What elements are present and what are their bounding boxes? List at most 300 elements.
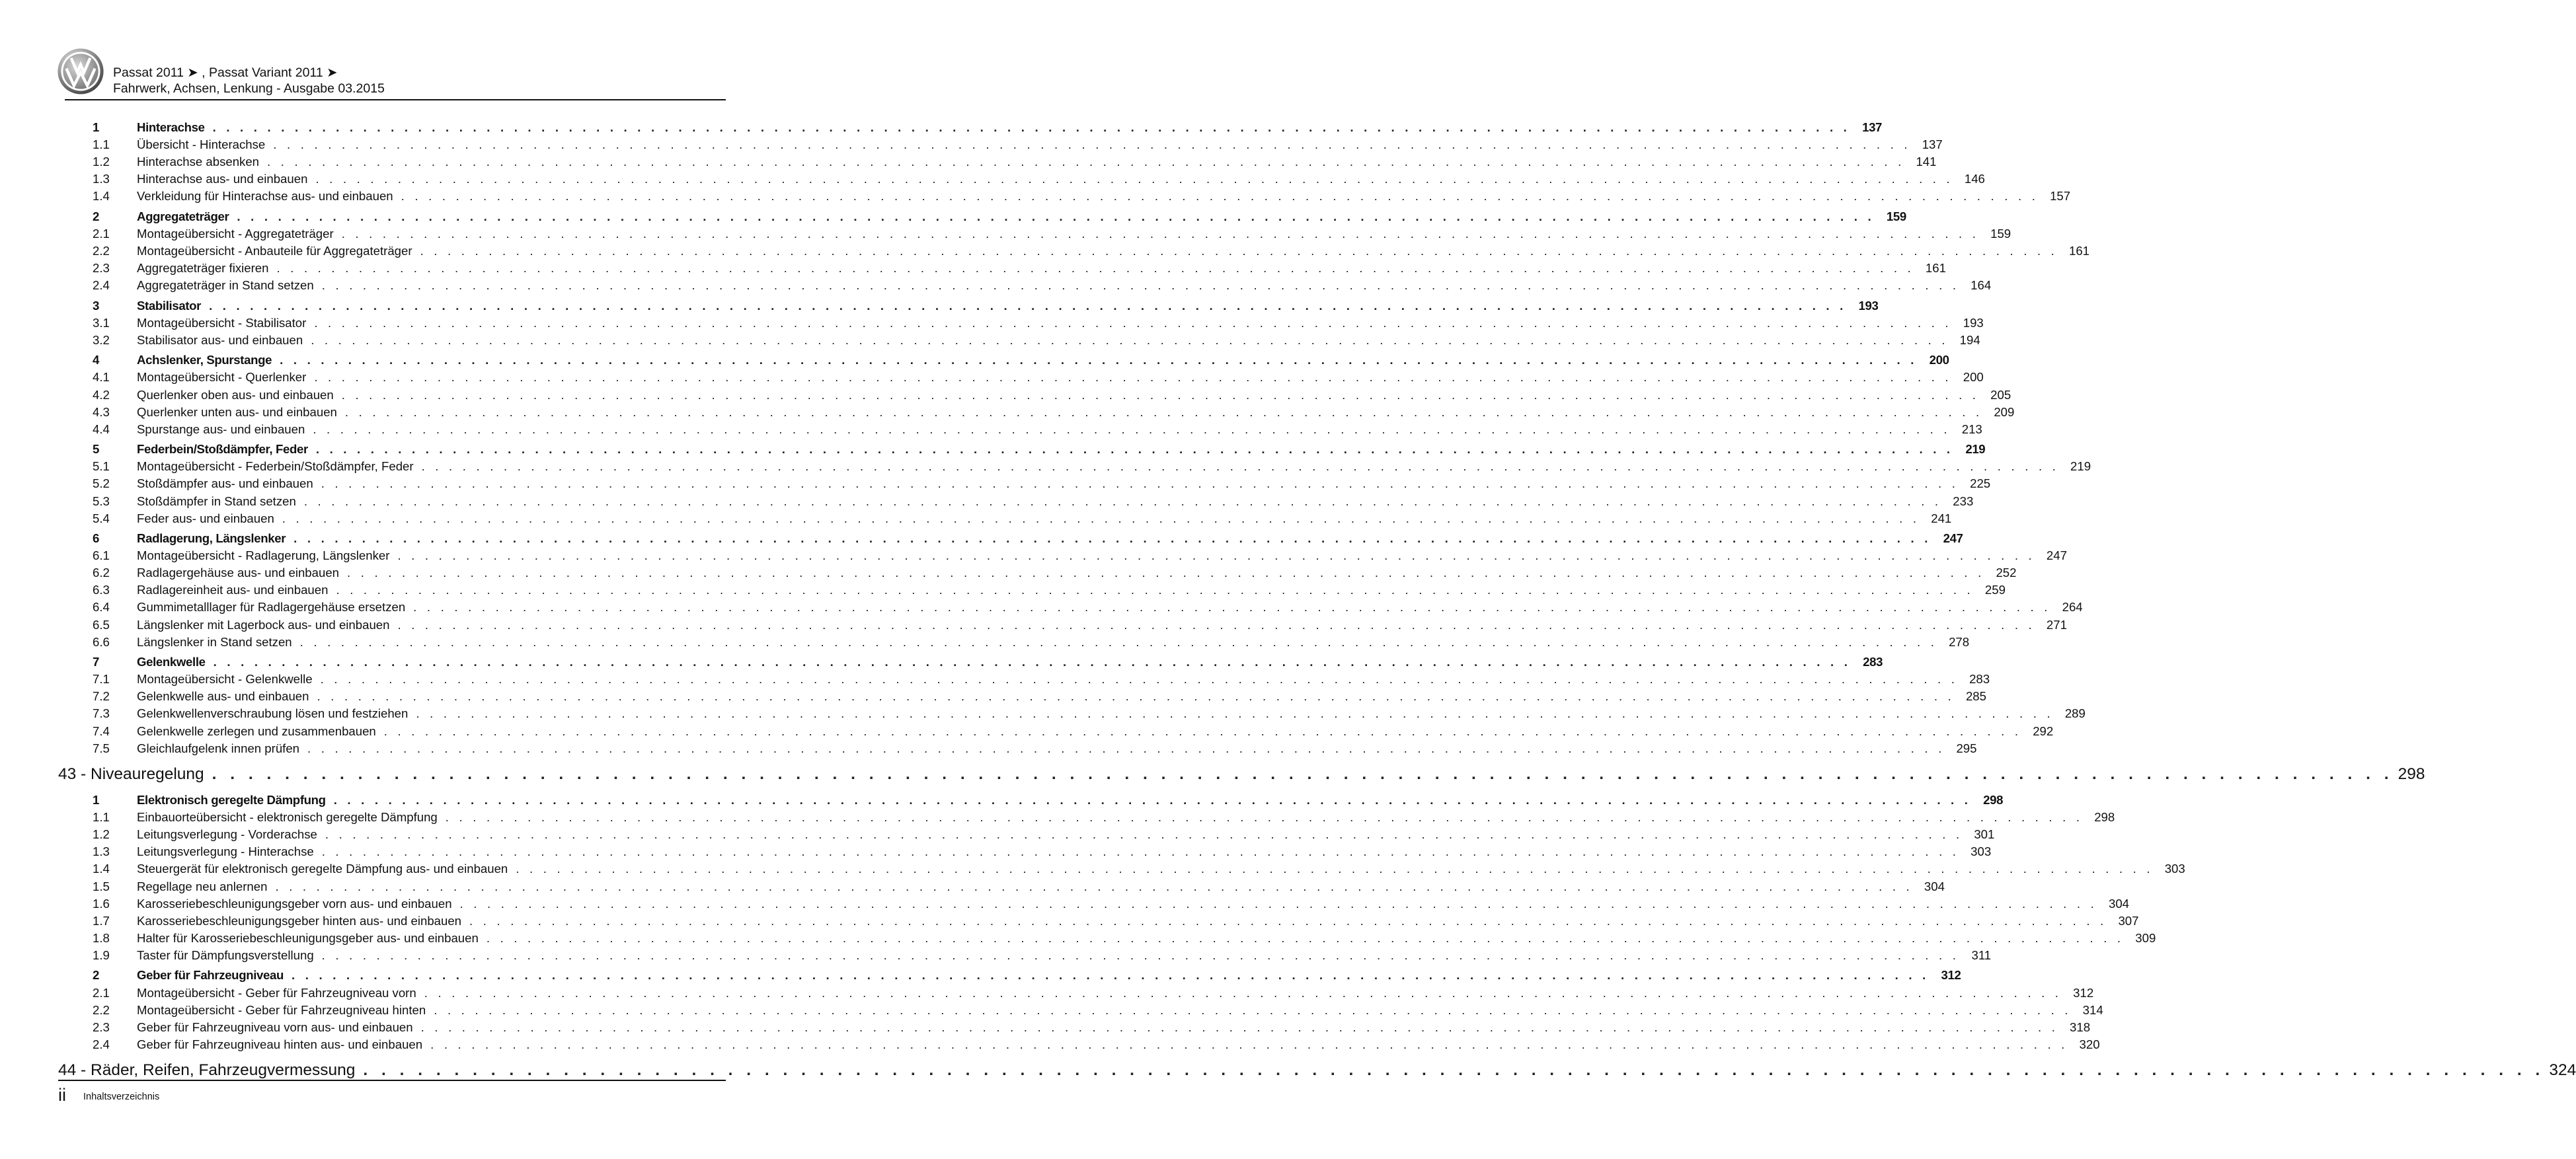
toc-number: 1.1 (93, 810, 110, 825)
toc-dot-leader: . . . . . . . . . . . . . . . . . . . . . . . . . . . . . . . . . . . . . . . . . . . . . . . . . . . . . . . . . . . . . . . . . . . . . . . . . . . . . . . . . . . . . . . . . . . . . . . . . . . . . . . . . . . . . . . . . . . . . . . . (315, 442, 1954, 457)
toc-dot-leader: . . . . . . . . . . . . . . . . . . . . . . . . . . . . . . . . . . . . . . . . . . . . . . . . . . . . . . . . . . . . . . . . . . . . . . . . . . . . . . . . . . . . . . . . . . . . . . . . . . . . . . . . . . . . . . . . . . . . . . . . (486, 930, 2125, 945)
table-of-contents (58, 119, 2576, 1086)
toc-dot-leader: . . . . . . . . . . . . . . . . . . . . . . . . . . . . . . . . . . . . . . . . . . . . . . . . . . . . . . . . . . . . . . . . . . . . . . . . . . . . . . . . . . . . . . . . . . . . . . . . . . . . . . . . . . . . . . . . . . . . . . . . (401, 189, 2039, 204)
toc-title: Stabilisator aus- und einbauen (137, 332, 303, 347)
toc-page-number: 278 (1949, 634, 1970, 649)
toc-title: Federbein/Stoßdämpfer, Feder (137, 442, 308, 457)
toc-page-number: 303 (2164, 862, 2185, 876)
header-text (113, 65, 385, 96)
toc-title: Karosseriebeschleunigungsgeber hinten aus- und einbauen (137, 913, 462, 928)
toc-page-number: 301 (1974, 827, 1995, 842)
toc-dot-leader: . . . . . . . . . . . . . . . . . . . . . . . . . . . . . . . . . . . . . . . . . . . . . . . . . . . . . . . . . . . . . . . . . . . . . . . . . . . . . . . . . . . . . . . . . . . . . . . . . . . . . . . . . . . . . . . . . . . . . . . . (341, 387, 1980, 402)
toc-section[interactable] (58, 895, 2130, 913)
toc-section[interactable] (58, 688, 1986, 705)
toc-dot-leader: . . . . . . . . . . . . . . . . . . . . . . . . . . . . . . . . . . . . . . . . . . . . . . . . . . . . . . . . . . . . . . . . . . . . . . . . . . . . . . . . . . . . . . . . . . . . . . . . . . . . . . . . . . . . . . . . . . . . . . . . (280, 353, 1918, 367)
toc-entry-body (137, 688, 1986, 705)
toc-section[interactable] (58, 581, 2006, 599)
toc-number: 1.2 (93, 827, 110, 842)
toc-page-number: 219 (2070, 459, 2091, 474)
toc-entry-body (137, 297, 1879, 315)
toc-page-number: 295 (1956, 741, 1977, 755)
toc-dot-leader: . . . . . . . . . . . . . . . . . . . . . . . . . . . . . . . . . . . . . . . . . . . . . . . . . . . . . . . . . . . . . . . . . . . . . . . . . . . . . . . . . . . . . . . . . . . . . . . . . . . . . . . . . . . . . . . . . . . . . . . . (421, 459, 2060, 474)
toc-chapter[interactable] (58, 119, 1883, 136)
toc-entry-body (137, 421, 1982, 438)
toc-number: 2.2 (93, 1002, 110, 1017)
toc-title: Geber für Fahrzeugniveau vorn aus- und einbauen (137, 1020, 413, 1034)
toc-dot-leader: . . . . . . . . . . . . . . . . . . . . . . . . . . . . . . . . . . . . . . . . . . . . . . . . . . . . . . . . . . . . . . . . . . . . . . . . . . . . . . . . . . . . . . . . . . . . . . . . . . . . . . . . . . . . . . . . . . . . . . . . (282, 511, 1920, 525)
toc-entry-body (137, 530, 1963, 547)
toc-page-number: 320 (2079, 1037, 2100, 1051)
toc-entry-body (137, 441, 1986, 458)
toc-dot-leader: . . . . . . . . . . . . . . . . . . . . . . . . . . . . . . . . . . . . . . . . . . . . . . . . . . . . . . . . . . . . . . . . . . . . . . . . . . . . . . . . . . . . . . . . . . . . . . . . . . . . . . . . . . . . . . . . . . . . . . . . (315, 172, 1953, 186)
toc-number: 3.1 (93, 315, 110, 330)
toc-section[interactable] (58, 671, 1990, 688)
toc-page-number: 283 (1863, 655, 1883, 669)
toc-page-number: 233 (1953, 494, 1974, 508)
toc-number: 1 (93, 120, 99, 134)
toc-title: Querlenker oben aus- und einbauen (137, 387, 334, 402)
toc-section[interactable] (58, 421, 1982, 438)
toc-page-number: 137 (1862, 120, 1883, 134)
toc-entry-body (137, 809, 2115, 826)
toc-page-number: 200 (1963, 370, 1984, 385)
toc-page-number: 252 (1996, 566, 2017, 580)
toc-section[interactable] (58, 1036, 2100, 1053)
toc-page-number: 304 (2108, 896, 2130, 911)
toc-number: 2.3 (93, 1020, 110, 1034)
toc-page-number: 312 (2073, 985, 2094, 1000)
toc-section[interactable] (58, 510, 1952, 527)
toc-number: 5 (93, 442, 99, 457)
toc-title: Elektronisch geregelte Dämpfung (137, 793, 326, 807)
toc-dot-leader: . . . . . . . . . . . . . . . . . . . . . . . . . . . . . . . . . . . . . . . . . . . . . . . . . . . . . . . . . . . . . . . . . . . . . . . . . . . . . . . . . . . . . . . . . . . . . . . . . . . . . . . . . . . . . . . . . . . . . . . . (397, 548, 2035, 563)
toc-page-number: 157 (2050, 189, 2071, 204)
toc-dot-leader: . . . . . . . . . . . . . . . . . . . . . . . . . . . . . . . . . . . . . . . . . . . . . . . . . . . . . . . . . . . . . . . . . . . . . . . . . . . . . . . . . . . . . . . . . . . . . . . . . . . . . . . . . . . . . . . . . . . . . . . . (293, 531, 1932, 546)
toc-entry-body (137, 510, 1952, 527)
toc-dot-leader: . . . . . . . . . . . . . . . . . . . . . . . . . . . . . . . . . . . . . . . . . . . . . . . . . . . . . . . . . . . . . . . . . . . . . . . . . . . . . . . . . . . . . . . . . . . . . . . . . . . . . . . . . . . . . . . . . . . . . . . . (299, 634, 1938, 649)
toc-page-number: 292 (2033, 724, 2054, 738)
toc-title: Regellage neu anlernen (137, 879, 268, 893)
toc-number: 6.1 (93, 548, 110, 563)
toc-entry-body (137, 947, 1992, 964)
toc-page-number: 219 (1965, 442, 1986, 457)
toc-number: 6.3 (93, 583, 110, 597)
toc-number: 1.6 (93, 896, 110, 911)
toc-dot-leader: . . . . . . . . . . . . . . . . . . . . . . . . . . . . . . . . . . . . . . . . . . . . . . . . . . . . . . . . . . . . . . . . . . . . . . . . . . . . . . . . . . . . . . . . . . . . . . . . . . . . . . . . . . . . . . . . . . . . . . . . (469, 913, 2107, 928)
page-header (57, 45, 726, 99)
toc-dot-leader: . . . . . . . . . . . . . . . . . . . . . . . . . . . . . . . . . . . . . . . . . . . . . . . . . . . . . . . . . . . . . . . . . . . . . . . . . . . . . . . . . . . . . . . . . . . . . . . . . . . . . . . . . . . . . . . . . . . . . . . . (314, 315, 1952, 330)
toc-page-number: 307 (2118, 913, 2139, 928)
toc-dot-leader: . . . . . . . . . . . . . . . . . . . . . . . . . . . . . . . . . . . . . . . . . . . . . . . . . . . . . . . . . . . . . . . . . . . . . . . . . . . . . . . . . . . . . . . . . . . . . . . . . . . . . . . . . . . . . . . . . . . . . . . . (321, 278, 1960, 293)
toc-page-number: 137 (1922, 137, 1943, 152)
toc-entry-body (137, 208, 1906, 225)
toc-dot-leader: . . . . . . . . . . . . . . . . . . . . . . . . . . . . . . . . . . . . . . . . . . . . . . . . . . . . . . . . . . . . . . . . . . . . . . . . . . . . . . . . . . . . . . . . . . . . . . . . . . . . . . . . . . . . . . . . . . . . . . . . (275, 879, 1913, 893)
toc-number: 4 (93, 353, 99, 367)
toc-number: 4.3 (93, 404, 110, 419)
toc-section[interactable] (58, 277, 1992, 294)
toc-entry-body (137, 723, 2054, 740)
toc-title: Gummimetalllager für Radlagergehäuse ersetzen (137, 600, 406, 615)
toc-entry-body (137, 458, 2091, 475)
toc-entry-body (137, 878, 1945, 895)
toc-entry-body (137, 740, 1977, 757)
toc-entry-body (137, 913, 2139, 930)
toc-chapter[interactable] (58, 530, 1963, 547)
toc-section[interactable] (58, 1019, 2091, 1036)
toc-section[interactable] (58, 723, 2054, 740)
toc-page-number: 247 (2046, 548, 2067, 563)
toc-dot-leader: . . . . . . . . . . . . . . . . . . . . . . . . . . . . . . . . . . . . . . . . . . . . . . . . . . . . . . . . . . . . . . . . . . . . . . . . . . . . . . . . . . . . . . . . . . . . . . . . . . . . . . . . . . . . . . . . . . . . . . . . (383, 724, 2022, 738)
toc-title: Gleichlaufgelenk innen prüfen (137, 741, 300, 755)
toc-title: Halter für Karosseriebeschleunigungsgeber aus- und einbauen (137, 930, 479, 945)
toc-entry-body (137, 705, 2086, 722)
toc-number: 1 (93, 793, 99, 807)
toc-dot-leader: . . . . . . . . . . . . . . . . . . . . . . . . . . . . . . . . . . . . . . . . . . . . . . . . . . . . . . . . . . . . . . . . . . . . . . . . . . . . . . . . . . . . . . . . . . . . . . . . . . . . . . . . . . . . . . . . . . . . . . . . (303, 494, 1942, 508)
toc-page-number: 141 (1916, 155, 1937, 169)
toc-page-number: 194 (1959, 332, 1980, 347)
toc-dot-leader: . . . . . . . . . . . . . . . . . . . . . . . . . . . . . . . . . . . . . . . . . . . . . . . . . . . . . . . . . . . . . . . . . . . . . . . . . . . . . . . . . . . . . . . . . . . . . . . . . . . . . . . . . . . . . . . . . . . . . . . . (336, 583, 1974, 597)
toc-page-number: 159 (1990, 226, 2011, 241)
toc-number: 1.1 (93, 137, 110, 152)
toc-entry-body (137, 860, 2185, 878)
toc-page-number: 164 (1971, 278, 1992, 293)
toc-chapter[interactable] (58, 352, 1949, 369)
toc-number: 2.4 (93, 278, 110, 293)
toc-dot-leader: . . . . . . . . . . . . . . . . . . . . . . . . . . . . . . . . . . . . . . . . . . . . . . . . . . . . . . . . . . . . . . . . . . . . . . . . . . . . . . . . . . . . . . . . . . . . . . . . . . . . . . . . . . . . . . . . . . . . . . . . (445, 810, 2084, 825)
toc-number: 1.5 (93, 879, 110, 893)
toc-number: 4.1 (93, 370, 110, 385)
toc-section[interactable] (58, 243, 2090, 260)
toc-page-number: 309 (2135, 930, 2156, 945)
toc-title: Montageübersicht - Aggregateträger (137, 226, 334, 241)
toc-number: 1.8 (93, 930, 110, 945)
toc-number: 2.1 (93, 226, 110, 241)
toc-title: Stabilisator (137, 298, 202, 313)
toc-title: Montageübersicht - Radlagerung, Längslenker (137, 548, 390, 563)
toc-title: Radlagergehäuse aus- und einbauen (137, 566, 340, 580)
toc-entry-body (137, 843, 1992, 860)
toc-number: 5.1 (93, 459, 110, 474)
header-manual-line: Fahrwerk, Achsen, Lenkung - Ausgabe 03.2015 (113, 81, 385, 96)
toc-number: 7.5 (93, 741, 110, 755)
toc-title: Montageübersicht - Gelenkwelle (137, 672, 313, 687)
footer-section-label: Inhaltsverzeichnis (83, 1092, 160, 1102)
toc-dot-leader: . . . . . . . . . . . . . . . . . . . . . . . . . . . . . . . . . . . . . . . . . . . . . . . . . . . . . . . . . . . . . . . . . . . . . . . . . . . . . . . . . . . . . . . . . . . . . . . . . . . . . . . . . . . . . . . . . . . . . . . . (307, 741, 1945, 755)
toc-section[interactable] (58, 170, 1985, 188)
toc-section[interactable] (58, 188, 2071, 205)
toc-number: 6.4 (93, 600, 110, 615)
toc-section[interactable] (58, 315, 1984, 332)
toc-title: Geber für Fahrzeugniveau hinten aus- und einbauen (137, 1037, 423, 1051)
toc-section[interactable] (58, 634, 1970, 651)
toc-title: Spurstange aus- und einbauen (137, 422, 305, 436)
header-vehicle-line: Passat 2011 ➤ , Passat Variant 2011 ➤ (113, 65, 338, 80)
toc-number: 3 (93, 298, 99, 313)
toc-entry-body (137, 895, 2130, 913)
toc-title: Taster für Dämpfungsverstellung (137, 948, 314, 962)
toc-entry-body (137, 671, 1990, 688)
toc-dot-leader: . . . . . . . . . . . . . . . . . . . . . . . . . . . . . . . . . . . . . . . . . . . . . . . . . . . . . . . . . . . . . . . . . . . . . . . . . . . . . . . . . . . . . . . . . . . . . . . . . . . . . . . . . . . . . . . . . . . . . . . . (420, 1020, 2059, 1034)
toc-title: Aggregateträger in Stand setzen (137, 278, 314, 293)
toc-entry-body (137, 985, 2094, 1002)
toc-dot-leader: . . . . . . . . . . . . . . . . . . . . . . . . . . . . . . . . . . . . . . . . . . . . . . . . . . . . . . . . . . . . . . . . . . . . . . . . . . . . . . . . . . . . . . . . . . . . . . . . . . . . . . . . . . . . . . . . . . . . . . . . (420, 244, 2058, 258)
toc-dot-leader: . . . . . . . . . . . . . . . . . . . . . . . . . . . . . . . . . . . . . . . . . . . . . . . . . . . . . . . . . . . . . . . . . . . . . . . . . . . . . . . . . . . . . . . . . . . . . . . . . . . . . . . . . . . . . . . . . . . . . . . . (416, 706, 2054, 721)
toc-number: 2.2 (93, 244, 110, 258)
toc-title: Aggregateträger fixieren (137, 261, 269, 276)
toc-section[interactable] (58, 809, 2115, 826)
toc-section[interactable] (58, 947, 1992, 964)
toc-dot-leader: . . . . . . . . . . . . . . . . . . . . . . . . . . . . . . . . . . . . . . . . . . . . . . . . . . . . . . . . . . . . . . . . . . . . . . . . . . . . . . . . . . . . . . . . . . . . . . . . . . . . . . . . . . . . . . . . . . . . . . . . (314, 370, 1952, 385)
toc-dot-leader: . . . . . . . . . . . . . . . . . . . . . . . . . . . . . . . . . . . . . . . . . . . . . . . . . . . . . . . . . . . . . . . . . . . . . . . . . . . . . . . . . . . . . . . . . . . . . . . . . . . . . . . . . . . . . . . . . . . . . . . . (276, 261, 1914, 276)
toc-dot-leader: . . . . . . . . . . . . . . . . . . . . . . . . . . . . . . . . . . . . . . . . . . . . . . . . . . . . . . . . . . . . . . . . . . . . . . . . . . . . . . . . . . . . . . . . . . . . . . . . . . . . . . . . . . . . . . . . . . . . . . . . (292, 968, 1930, 983)
toc-dot-leader: . . . . . . . . . . . . . . . . . . . . . . . . . . . . . . . . . . . . . . . . . . . . . . . . . . . . . . . . . . . . . . . . . . . . . . . . . . . . . . . . . . . . . . . . . . . . . . . . . . . . . . . . . . . . . . . . . . . . . . . . (434, 1002, 2072, 1017)
toc-dot-leader: . . . . . . . . . . . . . . . . . . . . . . . . . . . . . . . . . . . . . . . . . . . . . . . . . . . . . . . . . . . . . . . . . . . . . . . . . . . . . . . . . . . . . . . . . . . . . . . . . . . . . . . . . . . . . . . . . . . . . . . . (311, 332, 1949, 347)
toc-page-number: 247 (1943, 531, 1963, 546)
toc-title: Montageübersicht - Geber für Fahrzeugniveau hinten (137, 1002, 426, 1017)
toc-page-number: 159 (1886, 209, 1906, 223)
toc-number: 6 (93, 531, 99, 546)
toc-entry-body (137, 564, 2017, 581)
toc-entry-body (137, 332, 1980, 349)
toc-title: Montageübersicht - Federbein/Stoßdämpfer, Feder (137, 459, 414, 474)
toc-page-number: 205 (1990, 387, 2011, 402)
toc-page-number: 324 (2549, 1061, 2576, 1079)
toc-entry-body (137, 188, 2071, 205)
toc-dot-leader: . . . . . . . . . . . . . . . . . . . . . . . . . . . . . . . . . . . . . . . . . . . . . . . . . . . . . . . . . . . . . . . . . . . . . . . . . . . . . . . . . . . . . . . . . . . . . . . . . . . . . . . . . . . . . . . . . . . . . . . . (313, 422, 1951, 436)
toc-section[interactable] (58, 475, 1991, 492)
toc-number: 5.3 (93, 494, 110, 508)
toc-page-number: 259 (1984, 583, 2006, 597)
toc-number: 5.4 (93, 511, 110, 525)
toc-dot-leader: . . . . . . . . . . . . . . . . . . . . . . . . . . . . . . . . . . . . . . . . . . . . . . . . . . . . . . . . . . . . . . . . . . . . . . . . . . . . . . . . . . . . . . . . . . . . . . . . . . . . . . . . . . . . . . . . . . . . . . . . (209, 298, 1847, 313)
toc-number: 1.3 (93, 172, 110, 186)
toc-page-number: 298 (2094, 810, 2115, 825)
toc-chapter[interactable] (58, 297, 1879, 315)
toc-title: Hinterachse (137, 120, 205, 134)
toc-number: 3.2 (93, 332, 110, 347)
toc-page-number: 314 (2082, 1002, 2103, 1017)
toc-dot-leader: . . . . . . . . . . . . . . . . . . . . . . . . . . . . . . . . . . . . . . . . . . . . . . . . . . . . . . . . . . . . . . . . . . . . . . . . . . . . . . . . . . . . . . . . . . . . . . . . . . . . . . . . . . . . . . . . . . . . . . . . (237, 209, 1875, 223)
toc-title: Hinterachse aus- und einbauen (137, 172, 308, 186)
toc-dot-leader: . . . . . . . . . . . . . . . . . . . . . . . . . . . . . . . . . . . . . . . . . . . . . . . . . . . . . . . . . . . . . . . . . . . . . . . . . . . . . . . . . . . . . . . . . . . . . . . . . . . . . . . . . . . . . . . . . . . . . . . . (459, 896, 2098, 911)
toc-number: 2.3 (93, 261, 110, 276)
toc-title: Verkleidung für Hinterachse aus- und einbauen (137, 189, 393, 204)
toc-section[interactable] (58, 369, 1984, 386)
toc-section[interactable] (58, 225, 2011, 243)
toc-number: 4.2 (93, 387, 110, 402)
toc-entry-body (137, 170, 1985, 188)
toc-title: Gelenkwelle (137, 655, 206, 669)
toc-title: Längslenker mit Lagerbock aus- und einbauen (137, 617, 390, 632)
toc-page-number: 283 (1969, 672, 1990, 687)
toc-entry-body (137, 369, 1984, 386)
toc-page-number: 271 (2046, 617, 2067, 632)
toc-entry-body (137, 1002, 2103, 1019)
toc-entry-body (137, 1019, 2091, 1036)
toc-entry-body (137, 599, 2083, 616)
toc-entry-body (137, 654, 1883, 671)
toc-entry-body (137, 243, 2090, 260)
toc-section[interactable] (58, 547, 2067, 564)
toc-number: 1.2 (93, 155, 110, 169)
toc-number: 7.2 (93, 689, 110, 704)
toc-entry-body (137, 260, 1946, 277)
toc-chapter[interactable] (58, 208, 1906, 225)
toc-section[interactable] (58, 260, 1946, 277)
toc-title: Radlagerung, Längslenker (137, 531, 286, 546)
toc-section[interactable] (58, 153, 1937, 170)
toc-number: 2.1 (93, 985, 110, 1000)
toc-entry-body (137, 315, 1984, 332)
toc-number: 5.2 (93, 476, 110, 491)
toc-section[interactable] (58, 136, 1943, 153)
toc-dot-leader: . . . . . . . . . . . . . . . . . . . . . . . . . . . . . . . . . . . . . . . . . . . . . . . . . . . . . . . . . . . . . . . . . . . . . . . . . . . . . . . . . . . . . . . . . . . . . . . . . . . . . . . . . . . . . . . . . . . . . . . . (413, 600, 2051, 615)
toc-title: Karosseriebeschleunigungsgeber vorn aus- und einbauen (137, 896, 452, 911)
toc-page-number: 312 (1941, 968, 1961, 983)
toc-section[interactable] (58, 826, 1995, 843)
toc-title: Querlenker unten aus- und einbauen (137, 404, 337, 419)
toc-section[interactable] (58, 564, 2017, 581)
toc-dot-leader: . . . . . . . . . . . . . . . . . . . . . . . . . . . . . . . . . . . . . . . . . . . . . . . . . . . . . . . . . . . . . . . . . . . . . . . . . . . . . . . . . . . . . . . . . . . . . . . . . . . . . . . . . . . . . . . . . . . . . . . . (321, 948, 1960, 962)
toc-section[interactable] (58, 930, 2156, 947)
toc-title: Stoßdämpfer aus- und einbauen (137, 476, 313, 491)
toc-section[interactable] (58, 843, 1992, 860)
toc-chapter[interactable] (58, 967, 1961, 984)
toc-page-number: 241 (1931, 511, 1952, 525)
volkswagen-logo-icon (57, 48, 104, 95)
toc-entry-body (137, 1036, 2100, 1053)
toc-title: Leitungsverlegung - Hinterachse (137, 844, 314, 859)
toc-dot-leader: . . . . . . . . . . . . . . . . . . . . . . . . . . . . . . . . . . . . . . . . . . . . . . . . . . . . . . . . . . . . . . . . . . . . . . . . . . . . . . . . . . . . . . . . . . . . . . . . . . . . . . . . . . . . . . . . . . . . . . . . (341, 226, 1980, 241)
toc-entry-body (137, 634, 1970, 651)
toc-section[interactable] (58, 387, 2011, 404)
toc-entry-body (137, 352, 1949, 369)
toc-section[interactable] (58, 493, 1974, 510)
toc-number: 1.7 (93, 913, 110, 928)
toc-dot-leader: . . . . . . . . . . . . . . . . . . . . . . . . . . . . . . . . . . . . . . . . . . . . . . . . . . . . . . . . . . . . . . . . . . . . . . . . . . . . . . . . . . . . . . . . . . . . . . . . . . . . . . . . . . . . . . . . . . . . . . . . (273, 137, 1911, 152)
toc-number: 7 (93, 655, 99, 669)
toc-page-number: 303 (1971, 844, 1992, 859)
toc-entry-body (137, 581, 2006, 599)
toc-entry-body (137, 617, 2067, 634)
toc-page-number: 264 (2062, 600, 2083, 615)
toc-section[interactable] (58, 740, 1977, 757)
toc-dot-leader: . . . . . . . . . . . . . . . . . . . . . . . . . . . . . . . . . . . . . . . . . . . . . . . . . . . . . . . . . . . . . . . . . . . . . . . . . . . . . . . . . . . . . . . . . . . . . . . . . . . . . . . . . . . . . . . . . . . . . . . . (430, 1037, 2068, 1051)
toc-dot-leader: . . . . . . . . . . . . . . . . . . . . . . . . . . . . . . . . . . . . . . . . . . . . . . . . . . . . . . . . . . . . . . . . . . . . . . . . . . . . . . . . . . . . . . . . . . . . . . . . . . . . . . . . . . . . . . . . . . . . . . . . (363, 1061, 2545, 1079)
toc-page-number: 285 (1965, 689, 1986, 704)
footer-divider (58, 1080, 726, 1081)
toc-number: 1.4 (93, 862, 110, 876)
toc-page-number: 225 (1970, 476, 1991, 491)
toc-title: Steuergerät für elektronisch geregelte Dämpfung aus- und einbauen (137, 862, 508, 876)
toc-number: 2 (93, 209, 99, 223)
toc-page-number: 298 (2398, 765, 2425, 783)
toc-dot-leader: . . . . . . . . . . . . . . . . . . . . . . . . . . . . . . . . . . . . . . . . . . . . . . . . . . . . . . . . . . . . . . . . . . . . . . . . . . . . . . . . . . . . . . . . . . . . . . . . . . . . . . . . . . . . . . . . . . . . . . . . (320, 672, 1959, 687)
toc-section[interactable] (58, 599, 2083, 616)
toc-number: 1.3 (93, 844, 110, 859)
toc-section[interactable] (58, 617, 2067, 634)
toc-chapter[interactable] (58, 792, 2004, 809)
toc-number: 4.4 (93, 422, 110, 436)
toc-title: Gelenkwelle aus- und einbauen (137, 689, 309, 704)
toc-title: Stoßdämpfer in Stand setzen (137, 494, 296, 508)
toc-section[interactable] (58, 985, 2094, 1002)
toc-number: 6.6 (93, 634, 110, 649)
toc-major-heading[interactable] (58, 760, 2425, 789)
toc-entry-body (58, 760, 2425, 789)
toc-dot-leader: . . . . . . . . . . . . . . . . . . . . . . . . . . . . . . . . . . . . . . . . . . . . . . . . . . . . . . . . . . . . . . . . . . . . . . . . . . . . . . . . . . . . . . . . . . . . . . . . . . . . . . . . . . . . . . . . . . . . . . . . (333, 793, 1972, 807)
toc-page-number: 311 (1971, 948, 1992, 962)
toc-dot-leader: . . . . . . . . . . . . . . . . . . . . . . . . . . . . . . . . . . . . . . . . . . . . . . . . . . . . . . . . . . . . . . . . . . . . . . . . . . . . . . . . . . . . . . . . . . . . . . . . . . . . . . . . . . . . . . . . . . . . . . . . (317, 689, 1955, 704)
toc-title: Montageübersicht - Querlenker (137, 370, 307, 385)
toc-entry-body (137, 792, 2004, 809)
toc-title: Übersicht - Hinterachse (137, 137, 266, 152)
toc-dot-leader: . . . . . . . . . . . . . . . . . . . . . . . . . . . . . . . . . . . . . . . . . . . . . . . . . . . . . . . . . . . . . . . . . . . . . . . . . . . . . . . . . . . . . . . . . . . . . . . . . . . . . . . . . . . . . . . . . . . . . . . . (325, 827, 1963, 842)
toc-chapter[interactable] (58, 441, 1986, 458)
toc-title: Längslenker in Stand setzen (137, 634, 292, 649)
toc-title: Gelenkwelle zerlegen und zusammenbauen (137, 724, 376, 738)
toc-page-number: 209 (1994, 404, 2015, 419)
toc-section[interactable] (58, 878, 1945, 895)
toc-number: 7.4 (93, 724, 110, 738)
toc-page-number: 318 (2070, 1020, 2091, 1034)
toc-entry-body (137, 277, 1992, 294)
toc-title: Einbauorteübersicht - elektronisch geregelte Dämpfung (137, 810, 438, 825)
toc-page-number: 161 (2069, 244, 2090, 258)
toc-dot-leader: . . . . . . . . . . . . . . . . . . . . . . . . . . . . . . . . . . . . . . . . . . . . . . . . . . . . . . . . . . . . . . . . . . . . . . . . . . . . . . . . . . . . . . . . . . . . . . . . . . . . . . . . . . . . . . . . . . . . . . . . (267, 155, 1905, 169)
toc-number: 1.4 (93, 189, 110, 204)
toc-page-number: 304 (1924, 879, 1945, 893)
toc-number: 7.3 (93, 706, 110, 721)
toc-section[interactable] (58, 860, 2185, 878)
toc-page-number: 193 (1858, 298, 1879, 313)
toc-number: 2 (93, 968, 99, 983)
toc-dot-leader: . . . . . . . . . . . . . . . . . . . . . . . . . . . . . . . . . . . . . . . . . . . . . . . . . . . . . . . . . . . . . . . . . . . . . . . . . . . . . . . . . . . . . . . . . . . . . . . . . . . . . . . . . . . . . . . . . . . . . . . . (347, 566, 1985, 580)
toc-entry-body (137, 493, 1974, 510)
toc-section[interactable] (58, 332, 1980, 349)
toc-dot-leader: . . . . . . . . . . . . . . . . . . . . . . . . . . . . . . . . . . . . . . . . . . . . . . . . . . . . . . . . . . . . . . . . . . . . . . . . . . . . . . . . . . . . . . . . . . . . . . . . . . . . . . . . . . . . . . . . . . . . . . . . (213, 655, 1852, 669)
toc-dot-leader: . . . . . . . . . . . . . . . . . . . . . . . . . . . . . . . . . . . . . . . . . . . . . . . . . . . . . . . . . . . . . . . . . . . . . . . . . . . . . . . . . . . . . . . . . . . . . . . . . . . . . . . . . . . . . . . . . . . . . . . . (397, 617, 2035, 632)
toc-entry-body (137, 404, 2015, 421)
toc-entry-body (137, 387, 2011, 404)
toc-chapter[interactable] (58, 654, 1883, 671)
toc-title: Hinterachse absenken (137, 155, 260, 169)
toc-section[interactable] (58, 404, 2015, 421)
toc-number: 7.1 (93, 672, 110, 687)
toc-title: Montageübersicht - Geber für Fahrzeugniveau vorn (137, 985, 416, 1000)
toc-section[interactable] (58, 705, 2086, 722)
toc-section[interactable] (58, 458, 2091, 475)
toc-number: 6.5 (93, 617, 110, 632)
toc-title: Aggregateträger (137, 209, 229, 223)
page-number: ii (58, 1085, 66, 1105)
toc-entry-body (137, 826, 1995, 843)
toc-title: Montageübersicht - Anbauteile für Aggregateträger (137, 244, 412, 258)
toc-dot-leader: . . . . . . . . . . . . . . . . . . . . . . . . . . . . . . . . . . . . . . . . . . . . . . . . . . . . . . . . . . . . . . . . . . . . . . . . . . . . . . . . . . . . . . . . . . . . . . . . . . . . . . . . . . . . . . . . . . . . . . . . (212, 120, 1851, 134)
toc-title: Feder aus- und einbauen (137, 511, 274, 525)
toc-number: 2.4 (93, 1037, 110, 1051)
toc-title: Achslenker, Spurstange (137, 353, 272, 367)
toc-section[interactable] (58, 1002, 2103, 1019)
toc-section[interactable] (58, 913, 2139, 930)
toc-number: 6.2 (93, 566, 110, 580)
toc-entry-body (137, 136, 1943, 153)
header-divider (65, 99, 726, 100)
toc-page-number: 289 (2064, 706, 2086, 721)
toc-page-number: 213 (1961, 422, 1982, 436)
toc-dot-leader: . . . . . . . . . . . . . . . . . . . . . . . . . . . . . . . . . . . . . . . . . . . . . . . . . . . . . . . . . . . . . . . . . . . . . . . . . . . . . . . . . . . . . . . . . . . . . . . . . . . . . . . . . . . . . . . . . . . . . . . . (212, 765, 2394, 783)
toc-title: Geber für Fahrzeugniveau (137, 968, 284, 983)
